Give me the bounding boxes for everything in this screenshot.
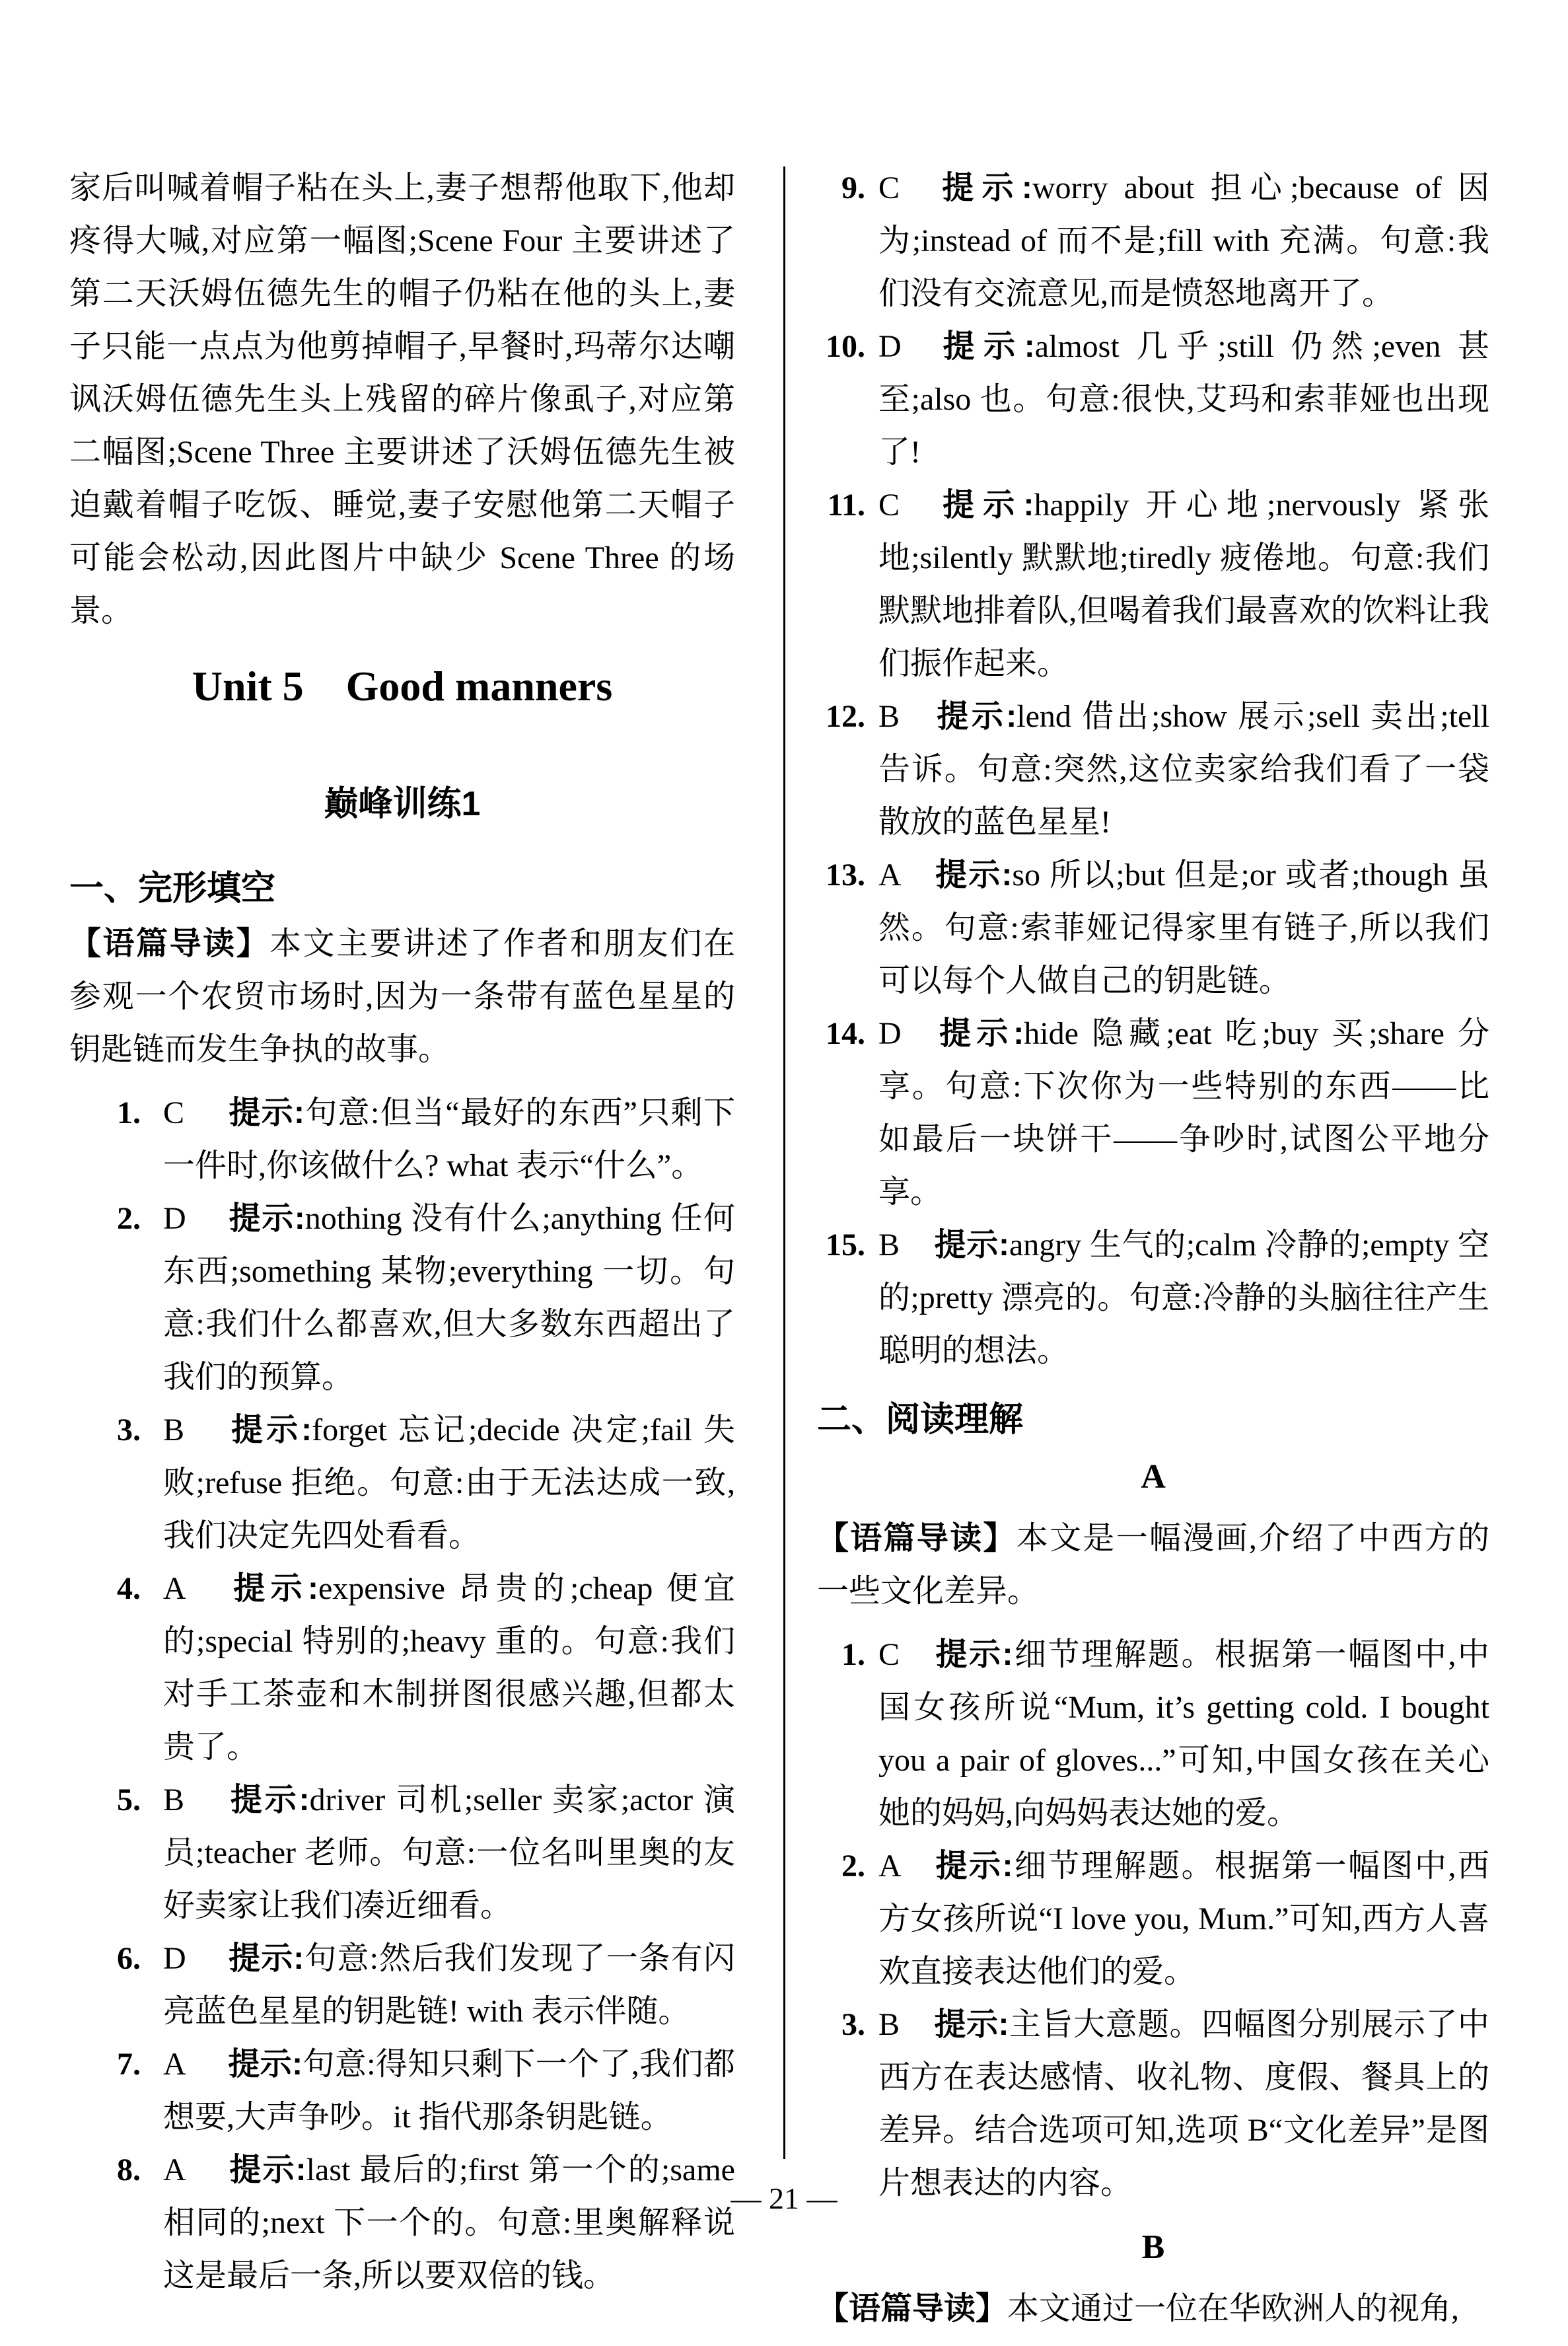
item-number: 3. (841, 2007, 865, 2042)
tip-label: 提示: (228, 1782, 310, 1817)
item-answer: A (878, 858, 902, 893)
intro-text: 本文通过一位在华欧洲人的视角, (1007, 2291, 1460, 2326)
intro-label: 【语篇导读】 (817, 1521, 1016, 1556)
tip-label: 提示: (934, 488, 1034, 523)
tip-label: 提示: (934, 1637, 1013, 1672)
tip-label: 提示: (934, 2007, 1009, 2042)
item-answer: B (163, 1782, 185, 1817)
item-explanation: 句意:但当“最好的东西”只剩下一件时,你该做什么? what 表示“什么”。 (163, 1095, 735, 1183)
item-number: 15. (826, 1228, 865, 1263)
item-answer: C (878, 1637, 900, 1672)
answer-item-9 (819, 162, 1489, 320)
unit-title: Unit 5 Good manners (192, 663, 613, 710)
item-answer: C (878, 488, 900, 523)
tip-label: 提示: (934, 1016, 1024, 1051)
tip-label: 提示: (934, 699, 1017, 734)
answer-item-1 (117, 1087, 735, 1192)
item-answer: D (163, 1201, 186, 1236)
intro-text: 本文是一幅漫画,介绍了中西方的一些文化差异。 (817, 1521, 1489, 1609)
item-number: 2. (117, 1201, 141, 1236)
item-explanation: driver 司机;seller 卖家;actor 演员;teacher 老师。句意:一位名叫里奥的友好卖家让我们凑近细看。 (163, 1782, 735, 1923)
tip-label: 提示: (228, 1941, 304, 1976)
answer-item-14 (819, 1008, 1489, 1219)
reading-a-item-3 (819, 1998, 1489, 2210)
item-explanation: 句意:得知只剩下一个了,我们都想要,大声争吵。it 指代那条钥匙链。 (163, 2047, 735, 2135)
answer-item-6 (117, 1932, 735, 2038)
item-number: 1. (841, 1637, 865, 1672)
item-explanation: 句意:然后我们发现了一条有闪亮蓝色星星的钥匙链! with 表示伴随。 (163, 1941, 735, 2029)
item-answer: A (163, 2152, 186, 2187)
tip-label: 提示: (228, 1412, 312, 1448)
item-answer: B (878, 1228, 900, 1263)
item-explanation: worry about 担心;because of 因为;instead of 而不是;fill with 充满。句意:我们没有交流意见,而是愤怒地离开了。 (878, 170, 1489, 311)
tip-label: 提示: (934, 858, 1013, 893)
intro-label: 【语篇导读】 (817, 2291, 1008, 2326)
passage-a-intro (817, 1512, 1489, 1618)
item-answer: A (163, 2047, 186, 2082)
passage-b-label: B (1141, 2228, 1165, 2266)
item-number: 12. (826, 699, 865, 734)
item-explanation: hide 隐藏;eat 吃;buy 买;share 分享。句意:下次你为一些特别的东西——比如最后一块饼干——争吵时,试图公平地分享。 (878, 1016, 1489, 1210)
answer-item-12 (819, 690, 1489, 849)
item-explanation: last 最后的;first 第一个的;same 相同的;next 下一个的。句意:里奥解释说这是最后一条,所以要双倍的钱。 (163, 2152, 735, 2293)
item-number: 13. (826, 858, 865, 893)
left-column (69, 162, 735, 2302)
answer-item-5 (117, 1774, 735, 1932)
tip-label: 提示: (934, 329, 1035, 364)
item-explanation: angry 生气的;calm 冷静的;empty 空的;pretty 漂亮的。句意:冷静的头脑往往产生聪明的想法。 (878, 1228, 1489, 1368)
item-number: 8. (117, 2152, 141, 2187)
item-number: 9. (841, 170, 865, 205)
right-column (817, 162, 1489, 2346)
answer-item-8 (117, 2144, 735, 2302)
tip-label: 提示: (228, 1571, 318, 1606)
answer-item-15 (819, 1219, 1489, 1377)
tip-label: 提示: (934, 170, 1032, 205)
tip-label: 提示: (228, 2047, 303, 2082)
tip-label: 提示: (228, 1095, 304, 1130)
item-answer: A (878, 1849, 902, 1884)
item-number: 6. (117, 1941, 141, 1976)
answer-item-13 (819, 849, 1489, 1008)
item-explanation: happily 开心地;nervously 紧张地;silently 默默地;tiredly 疲倦地。句意:我们默默地排着队,但喝着我们最喜欢的饮料让我们振作起来。 (878, 488, 1489, 681)
item-explanation: forget 忘记;decide 决定;fail 失败;refuse 拒绝。句意:由于无法达成一致,我们决定先四处看看。 (163, 1412, 735, 1553)
reading-a-item-1 (819, 1629, 1489, 1840)
item-number: 11. (827, 488, 865, 523)
item-number: 10. (826, 329, 865, 364)
item-explanation: 主旨大意题。四幅图分别展示了中西方在表达感情、收礼物、度假、餐具上的差异。结合选项可知,选项 B“文化差异”是图片想表达的内容。 (878, 2007, 1489, 2201)
item-answer: B (878, 699, 900, 734)
column-divider-rule (783, 166, 785, 2159)
item-explanation: expensive 昂贵的;cheap 便宜的;special 特别的;heavy 重的。句意:我们对手工茶壶和木制拼图很感兴趣,但都太贵了。 (163, 1571, 735, 1765)
tip-label: 提示: (228, 2152, 306, 2187)
item-answer: C (878, 170, 900, 205)
cloze-passage-intro (69, 918, 735, 1076)
item-answer: B (878, 2007, 900, 2042)
item-number: 5. (117, 1782, 141, 1817)
intro-label: 【语篇导读】 (69, 926, 270, 961)
answer-item-10 (819, 320, 1489, 479)
tip-label: 提示: (934, 1849, 1013, 1884)
tip-label: 提示: (934, 1228, 1009, 1263)
passage-a-label: A (1141, 1458, 1166, 1496)
item-answer: B (163, 1412, 185, 1448)
item-answer: A (163, 1571, 186, 1606)
answer-item-7 (117, 2038, 735, 2144)
item-explanation: 细节理解题。根据第一幅图中,中国女孩所说“Mum, it’s getting cold. I bought you a pair of gloves...”可知,中国女孩在关心她的妈妈,向妈妈表达她的爱。 (878, 1637, 1489, 1831)
item-number: 2. (841, 1849, 865, 1884)
tip-label: 提示: (228, 1201, 305, 1236)
reading-a-item-2 (819, 1840, 1489, 1998)
answer-item-3 (117, 1404, 735, 1562)
passage-b-intro (817, 2283, 1489, 2335)
item-answer: D (878, 329, 902, 364)
page-number: — 21 — (731, 2181, 837, 2215)
item-number: 4. (117, 1571, 141, 1606)
item-explanation: almost 几乎;still 仍然;even 甚至;also 也。句意:很快,艾玛和索菲娅也出现了! (878, 329, 1489, 470)
answer-item-2 (117, 1192, 735, 1404)
item-explanation: nothing 没有什么;anything 任何东西;something 某物;everything 一切。句意:我们什么都喜欢,但大多数东西超出了我们的预算。 (163, 1201, 735, 1395)
item-explanation: so 所以;but 但是;or 或者;though 虽然。句意:索菲娅记得家里有链子,所以我们可以每个人做自己的钥匙链。 (878, 858, 1489, 998)
intro-text: 本文主要讲述了作者和朋友们在参观一个农贸市场时,因为一条带有蓝色星星的钥匙链而发生争执的故事。 (69, 926, 735, 1067)
item-number: 7. (117, 2047, 141, 2082)
section-title-cloze: 一、完形填空 (69, 869, 276, 908)
answer-item-4 (117, 1562, 735, 1774)
item-answer: D (878, 1016, 902, 1051)
item-number: 14. (826, 1016, 865, 1051)
section-title-reading: 二、阅读理解 (817, 1401, 1024, 1439)
item-number: 3. (117, 1412, 141, 1448)
item-explanation: lend 借出;show 展示;sell 卖出;tell 告诉。句意:突然,这位卖家给我们看了一袋散放的蓝色星星! (878, 699, 1489, 840)
answer-item-11 (819, 479, 1489, 690)
continuation-paragraph: 家后叫喊着帽子粘在头上,妻子想帮他取下,他却疼得大喊,对应第一幅图;Scene Four 主要讲述了第二天沃姆伍德先生的帽子仍粘在他的头上,妻子只能一点点为他剪掉帽子,早餐时,玛蒂尔达嘲讽沃姆伍德先生头上残留的碎片像虱子,对应第二幅图;Scene Three 主要讲述了沃姆伍德先生被迫戴着帽子吃饭、睡觉,妻子安慰他第二天帽子可能会松动,因此图片中缺少 Scene Three 的场景。 (69, 170, 735, 628)
item-number: 1. (117, 1095, 141, 1130)
training-title: 巅峰训练1 (324, 785, 481, 823)
item-explanation: 细节理解题。根据第一幅图中,西方女孩所说“I love you, Mum.”可知,西方人喜欢直接表达他们的爱。 (878, 1849, 1489, 1989)
item-answer: D (163, 1941, 186, 1976)
item-answer: C (163, 1095, 185, 1130)
